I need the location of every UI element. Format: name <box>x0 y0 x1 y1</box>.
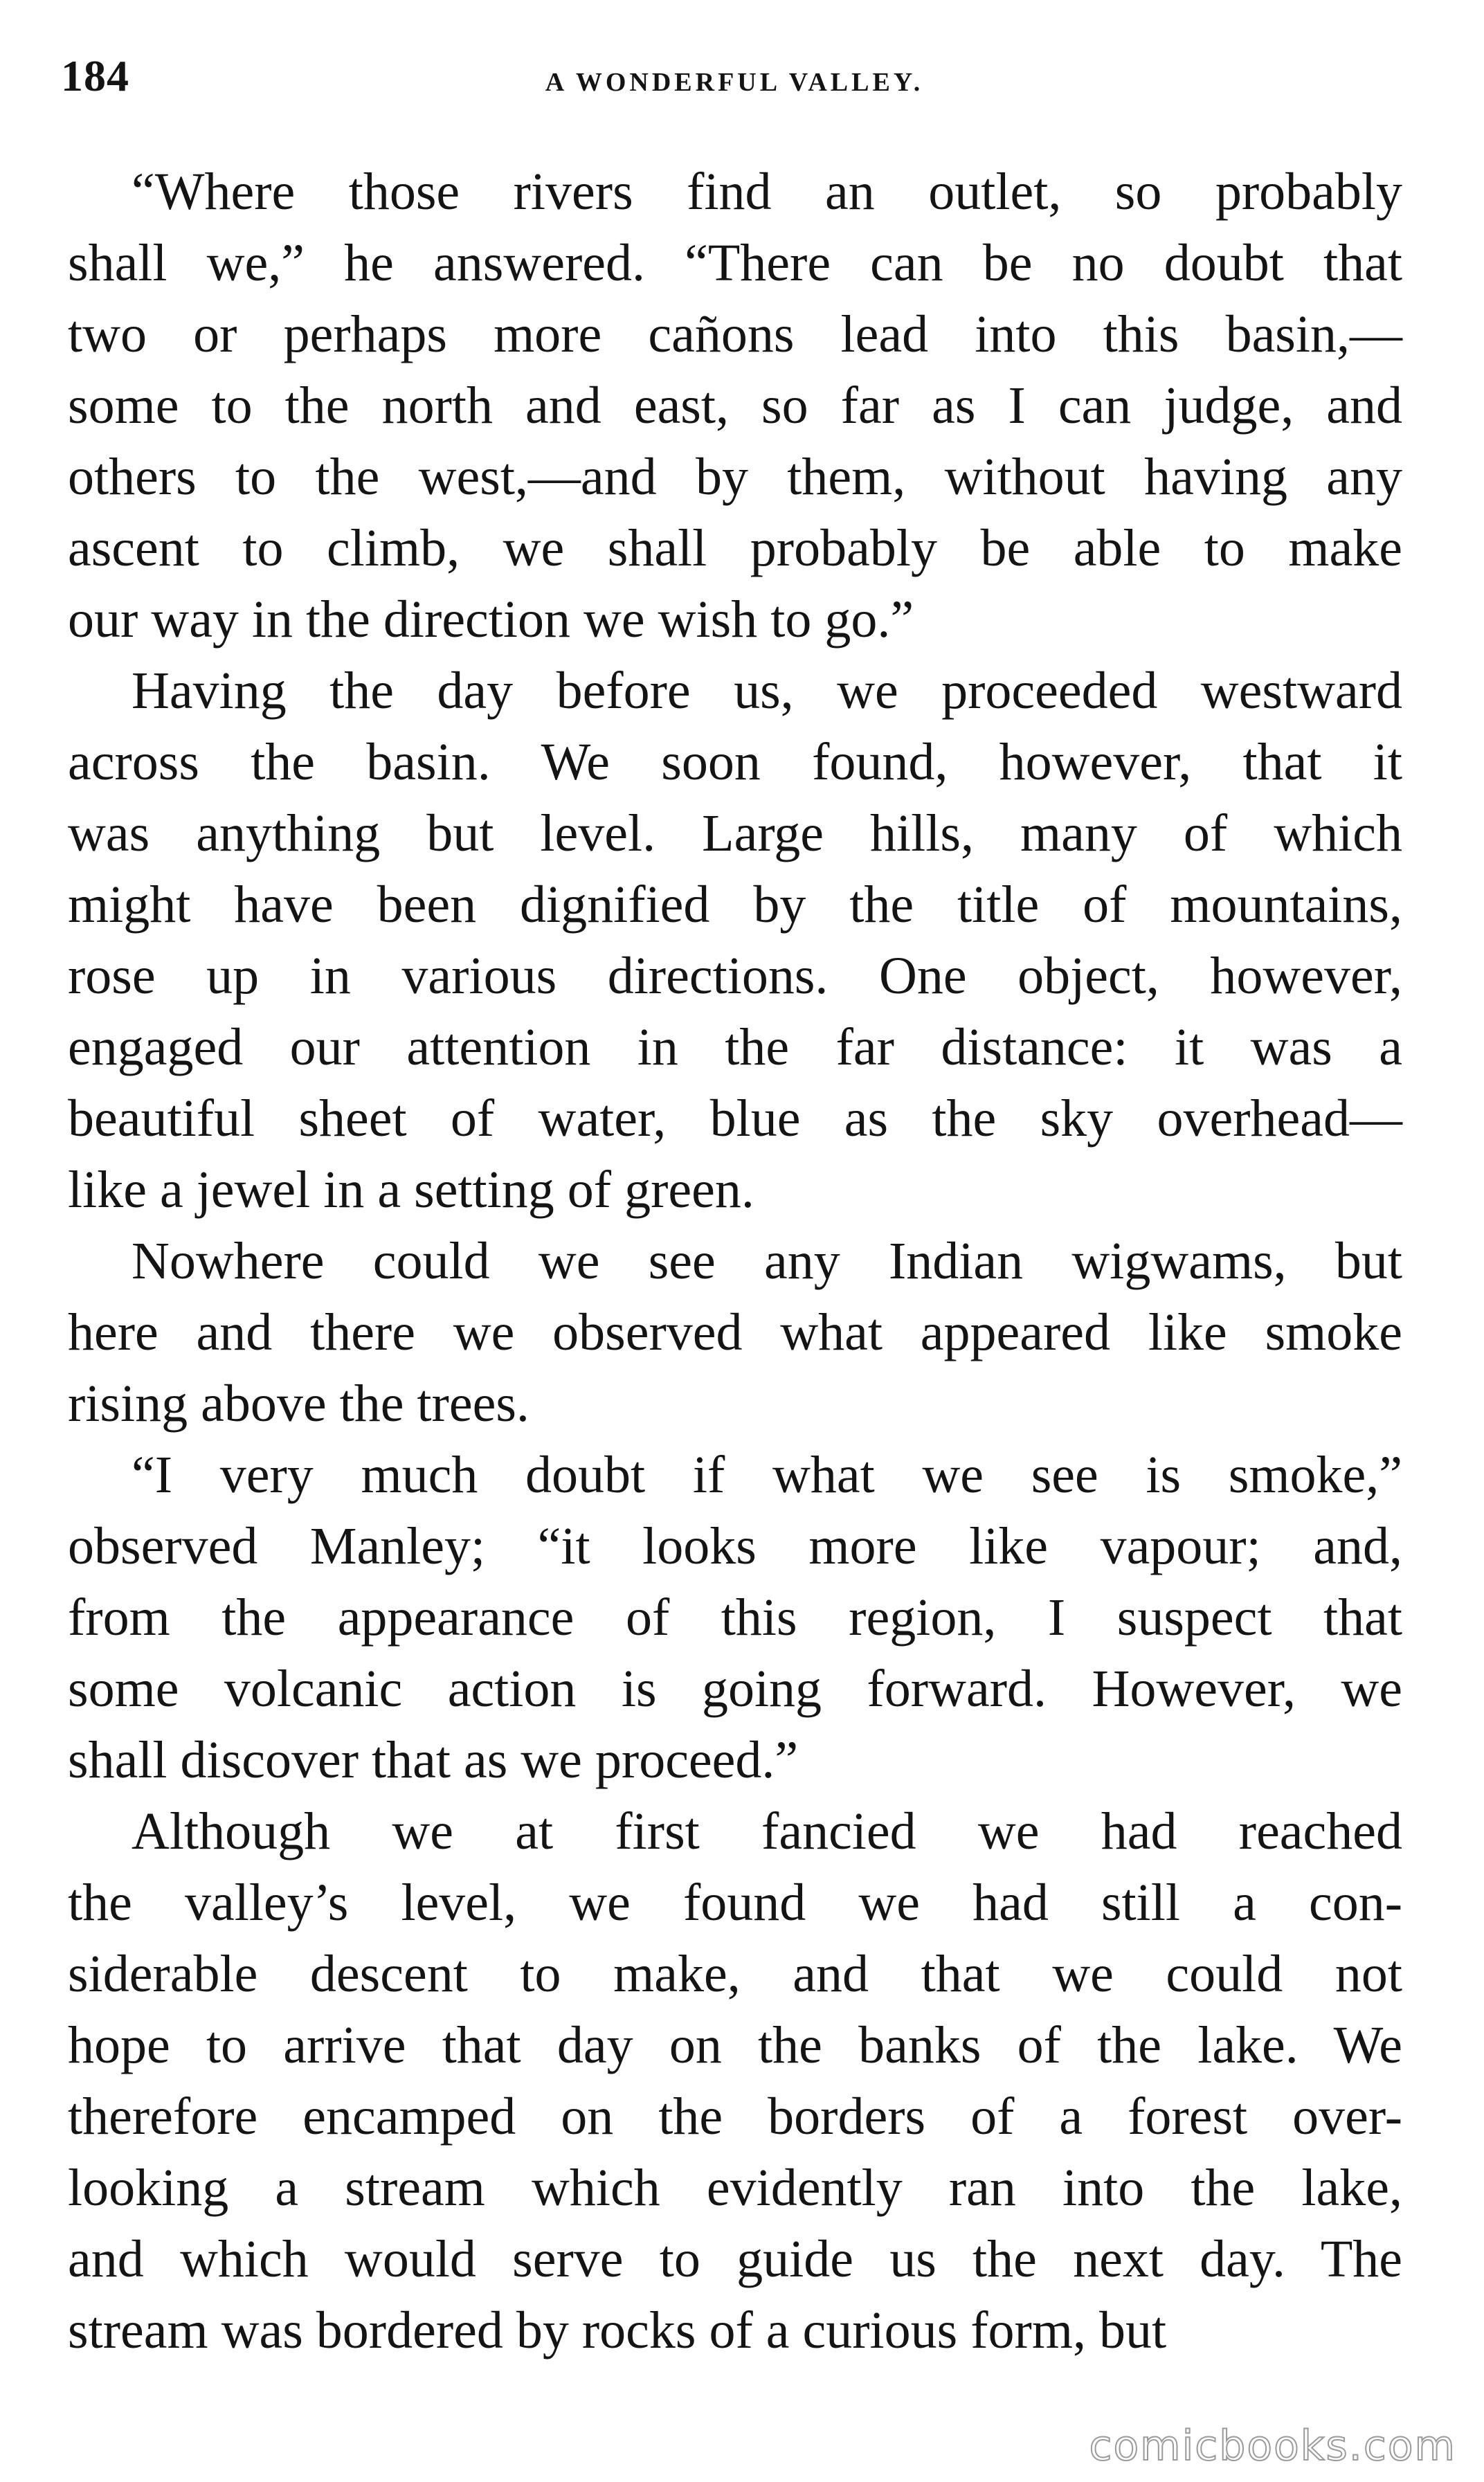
watermark: comicbooks.com <box>1089 2422 1456 2470</box>
text-line: ascent to climb, we shall probably be able to make <box>68 519 1402 577</box>
text-line: Although we at first fancied we had reached <box>132 1802 1402 1860</box>
text-line: the valley’s level, we found we had still a con- <box>68 1874 1402 1932</box>
text-line: engaged our attention in the far distance: it was a <box>68 1018 1402 1076</box>
text-line: “I very much doubt if what we see is smoke,” <box>132 1446 1402 1504</box>
paragraph <box>68 1226 1402 1440</box>
paragraph <box>68 655 1402 1226</box>
text-line: from the appearance of this region, I suspect that <box>68 1588 1402 1647</box>
text-line: looking a stream which evidently ran into the lake, <box>68 2159 1402 2217</box>
text-line: was anything but level. Large hills, many of which <box>68 804 1402 862</box>
text-line: observed Manley; “it looks more like vapour; and, <box>68 1517 1402 1575</box>
text-line: hope to arrive that day on the banks of the lake. We <box>68 2016 1402 2074</box>
page-number: 184 <box>61 51 129 100</box>
text-line: shall we,” he answered. “There can be no doubt that <box>68 234 1402 292</box>
text-line: Nowhere could we see any Indian wigwams, but <box>132 1232 1402 1290</box>
body-text <box>68 156 1402 2366</box>
text-line: our way in the direction we wish to go.” <box>68 590 914 649</box>
text-line: some volcanic action is going forward. However, we <box>68 1660 1402 1718</box>
paragraph <box>68 1440 1402 1796</box>
text-line: “Where those rivers find an outlet, so probably <box>132 163 1402 221</box>
text-line: here and there we observed what appeared like smoke <box>68 1303 1402 1361</box>
text-line: might have been dignified by the title of mountains, <box>68 876 1402 934</box>
text-line: across the basin. We soon found, however, that it <box>68 733 1402 791</box>
text-line: siderable descent to make, and that we could not <box>68 1945 1402 2003</box>
text-line: rising above the trees. <box>68 1375 530 1433</box>
text-line: beautiful sheet of water, blue as the sky overhead— <box>68 1089 1402 1148</box>
text-line: like a jewel in a setting of green. <box>68 1161 754 1219</box>
text-line: and which would serve to guide us the next day. The <box>68 2230 1402 2288</box>
text-line: shall discover that as we proceed.” <box>68 1731 799 1789</box>
page-header <box>61 42 1408 118</box>
text-line: Having the day before us, we proceeded westward <box>132 662 1402 720</box>
text-line: others to the west,—and by them, without having any <box>68 448 1402 506</box>
text-line: stream was bordered by rocks of a curious form, but <box>68 2301 1167 2359</box>
text-line: two or perhaps more cañons lead into this basin,— <box>68 305 1402 363</box>
running-head: A WONDERFUL VALLEY. <box>545 68 924 97</box>
text-line: therefore encamped on the borders of a forest over- <box>68 2087 1402 2146</box>
text-line: some to the north and east, so far as I can judge, and <box>68 377 1402 435</box>
text-line: rose up in various directions. One object, however, <box>68 947 1402 1005</box>
paragraph <box>68 156 1402 655</box>
paragraph <box>68 1796 1402 2366</box>
